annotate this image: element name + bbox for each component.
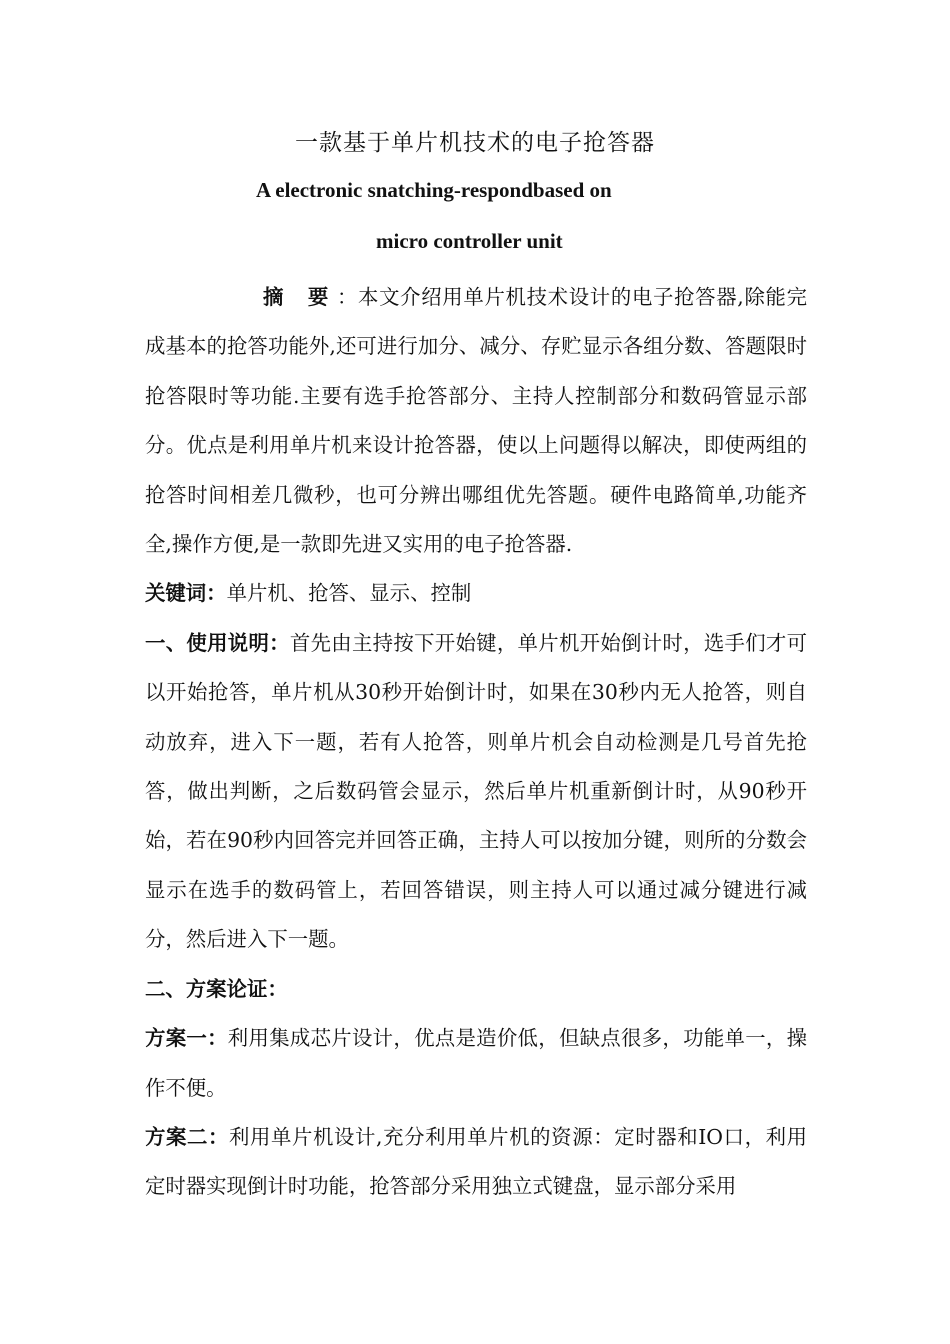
plan-one-text: 利用集成芯片设计，优点是造价低，但缺点很多，功能单一，操作不便。 [145,1026,808,1100]
plan-two-label: 方案二： [145,1124,230,1149]
plan-section-heading: 二、方案论证： [145,976,288,1001]
keywords-paragraph [145,569,807,618]
plan-one-paragraph [145,1014,807,1113]
abstract-colon: ： [336,285,359,309]
document-title: 一款基于单片机技术的电子抢答器 [295,130,655,156]
usage-heading: 一、使用说明： [145,630,290,655]
english-title-line-1: A electronic snatching-respondbased on [256,178,612,202]
plan-two-text: 利用单片机设计,充分利用单片机的资源：定时器和IO口，利用定时器实现倒计时功能，抢答部分采用独立式键盘，显示部分采用 [145,1124,807,1199]
plan-one-label: 方案一： [145,1026,228,1051]
abstract-paragraph [145,273,807,569]
plan-section-paragraph [145,965,807,1014]
abstract-text: 本文介绍用单片机技术设计的电子抢答器,除能完成基本的抢答功能外,还可进行加分、减分、存贮显示各组分数、答题限时抢答限时等功能.主要有选手抢答部分、主持人控制部分和数码管显示部分。优点是利用单片机来设计抢答器，使以上问题得以解决，即使两组的抢答时间相差几微秒，也可分辨出哪组优先答题。硬件电路简单,功能齐全,操作方便,是一款即先进又实用的电子抢答器. [145,285,808,557]
usage-text: 首先由主持按下开始键，单片机开始倒计时，选手们才可以开始抢答，单片机从30秒开始倒计时，如果在30秒内无人抢答，则自动放弃，进入下一题，若有人抢答，则单片机会自动检测是几号首先抢答，做出判断，之后数码管会显示，然后单片机重新倒计时，从90秒开始，若在90秒内回答完并回答正确，主持人可以按加分键，则所的分数会显示在选手的数码管上，若回答错误，则主持人可以通过减分键进行减分，然后进入下一题。 [145,630,808,952]
usage-paragraph [145,619,807,965]
abstract-label: 摘 要 [263,285,337,309]
document-body [145,273,807,1212]
keywords-label: 关键词： [145,581,227,606]
keywords-text: 单片机、抢答、显示、控制 [226,581,472,606]
plan-two-paragraph [145,1113,807,1212]
english-title-line-2: micro controller unit [376,229,563,253]
